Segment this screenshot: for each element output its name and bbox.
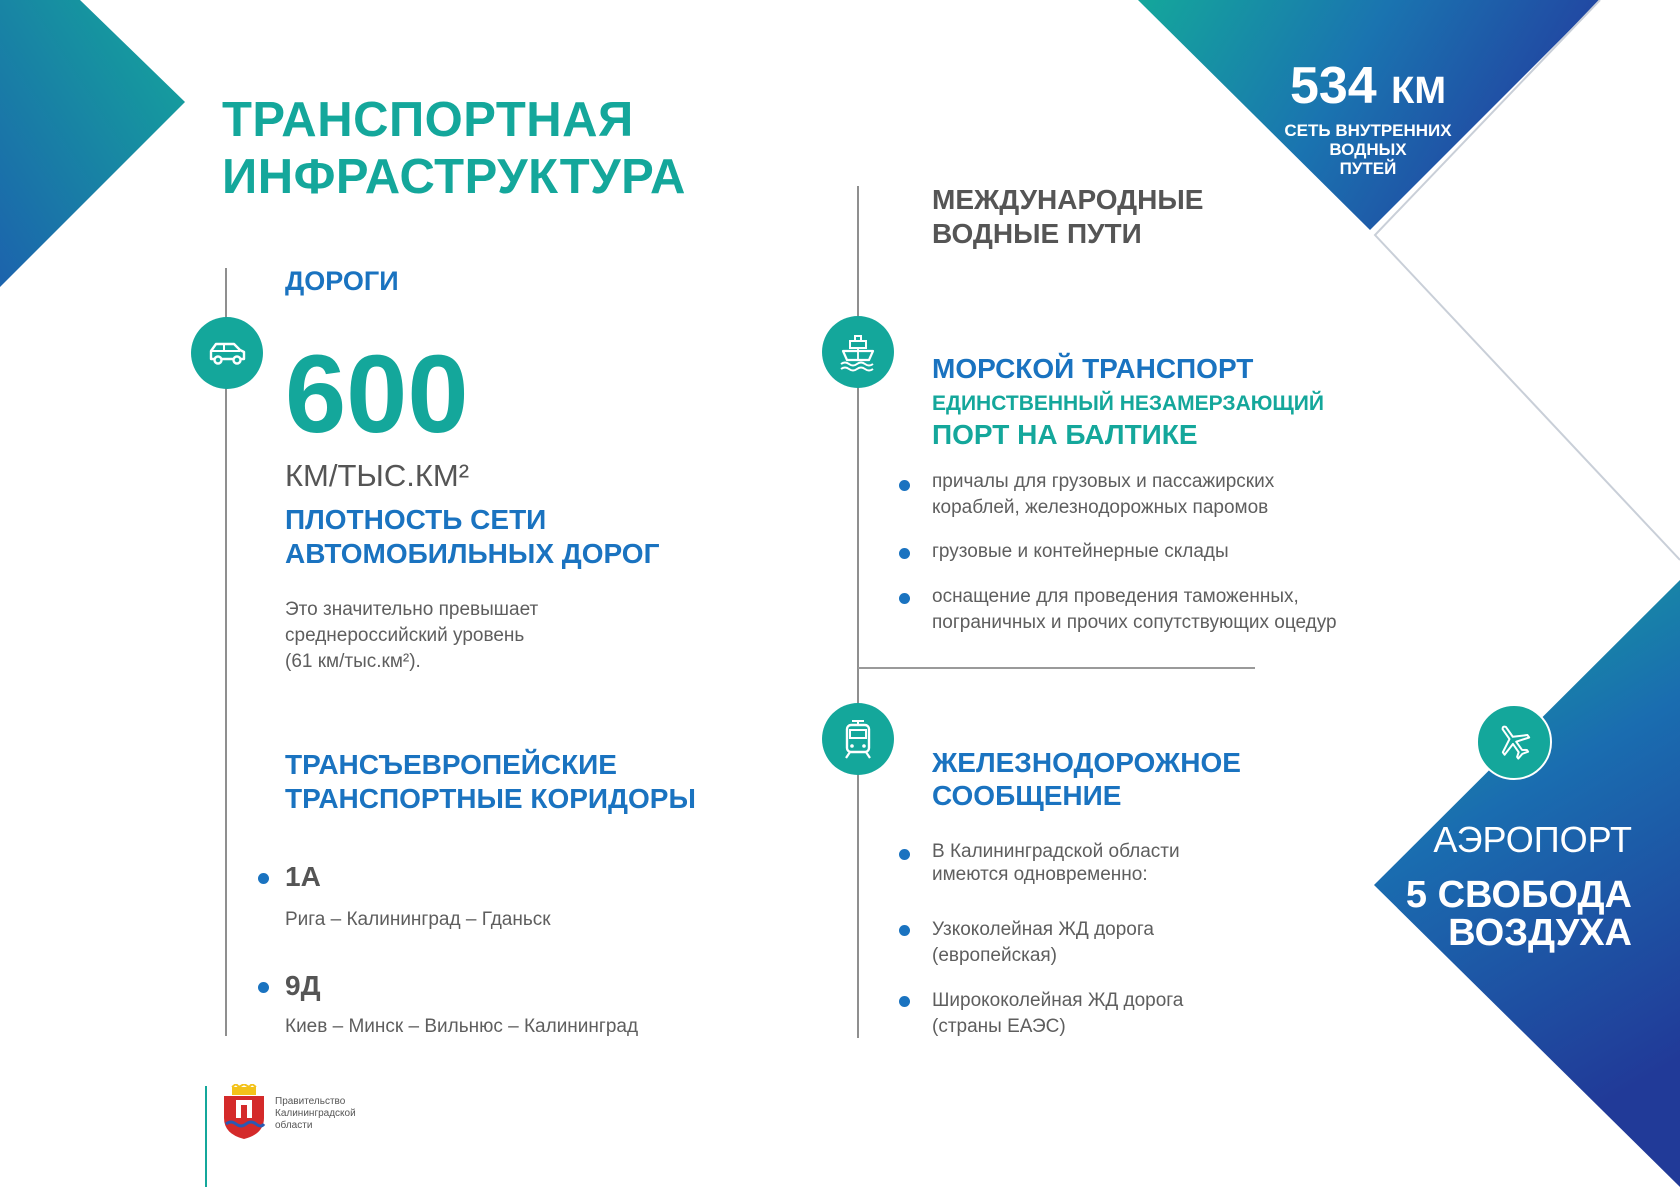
sea-heading: МОРСКОЙ ТРАНСПОРТ xyxy=(932,353,1254,384)
airport-freedom-2: ВОЗДУХА xyxy=(1448,912,1632,954)
road-density-label xyxy=(285,503,659,571)
airport-freedom-1: 5 СВОБОДА xyxy=(1405,874,1632,916)
inland-waterways-label-3: ПУТЕЙ xyxy=(1339,159,1397,178)
airplane-icon xyxy=(1491,719,1537,765)
rail-bullet-3 xyxy=(932,988,1183,1040)
sea-bullet-3-line2: пограничных и прочих сопутствующих оцедур xyxy=(932,612,1337,633)
rail-bullet-2-line2: (европейская) xyxy=(932,945,1058,966)
inland-waterways-value: 534 xyxy=(1289,57,1377,115)
rail-bullet-3-dot xyxy=(899,996,910,1007)
sea-bullet-1-line2: кораблей, железнодорожных паромов xyxy=(932,497,1269,518)
corridors-heading xyxy=(285,748,696,816)
sea-bullet-3-line1: оснащение для проведения таможенных, xyxy=(932,586,1299,607)
road-note-line1: Это значительно превышает xyxy=(285,599,539,620)
sea-bullet-3 xyxy=(932,584,1337,636)
ship-icon xyxy=(835,329,881,375)
roads-icon-badge xyxy=(191,317,263,389)
corridor-2-route: Киев – Минск – Вильнюс – Калининград xyxy=(285,1016,639,1037)
page-title xyxy=(222,92,686,206)
sea-icon-badge xyxy=(822,316,894,388)
roads-heading: ДОРОГИ xyxy=(285,266,399,296)
footer-org-line2: Калининградской xyxy=(275,1108,356,1119)
train-icon xyxy=(835,716,881,762)
inland-waterways-unit: КМ xyxy=(1391,70,1447,112)
section-divider xyxy=(858,667,1255,669)
footer-org-line3: области xyxy=(275,1120,313,1131)
sea-bullet-1-line1: причалы для грузовых и пассажирских xyxy=(932,471,1275,492)
airport-freedom xyxy=(1406,876,1632,952)
rail-bullet-3-line1: Ширококолейная ЖД дорога xyxy=(932,990,1184,1011)
sea-bullet-2 xyxy=(932,539,1229,565)
corridors-heading-1: ТРАНСЪЕВРОПЕЙСКИЕ xyxy=(285,749,617,780)
rail-bullet-1-line1: В Калининградской области xyxy=(932,841,1180,862)
sea-bullet-1-dot xyxy=(899,480,910,491)
footer-org-line1: Правительство xyxy=(275,1096,346,1107)
intl-waterways-line2: ВОДНЫЕ ПУТИ xyxy=(932,218,1142,249)
sea-sub-2: ПОРТ НА БАЛТИКЕ xyxy=(932,419,1198,450)
page-title-line2: ИНФРАСТРУКТУРА xyxy=(222,150,686,204)
rail-bullet-1-dot xyxy=(899,849,910,860)
corridor-1-bullet xyxy=(258,873,269,884)
road-density-unit: КМ/ТЫС.КМ² xyxy=(285,458,470,493)
road-note-line3: (61 км/тыс.км²). xyxy=(285,651,421,672)
inland-waterways-label-1: СЕТЬ ВНУТРЕННИХ xyxy=(1284,121,1452,140)
top-left-triangle xyxy=(0,0,185,287)
sea-bullet-2-line1: грузовые и контейнерные склады xyxy=(932,541,1229,562)
airport-icon-badge xyxy=(1476,704,1552,780)
corridor-2-code: 9Д xyxy=(285,970,321,1001)
sea-bullet-1 xyxy=(932,469,1274,521)
rail-heading-1: ЖЕЛЕЗНОДОРОЖНОЕ xyxy=(932,747,1241,778)
rail-bullet-2-line1: Узкоколейная ЖД дорога xyxy=(932,919,1154,940)
road-density-label-2: АВТОМОБИЛЬНЫХ ДОРОГ xyxy=(285,538,660,569)
page-title-line1: ТРАНСПОРТНАЯ xyxy=(222,93,634,147)
coat-of-arms-icon xyxy=(222,1084,266,1140)
sea-bullet-2-dot xyxy=(899,548,910,559)
road-density-value: 600 xyxy=(285,333,469,456)
road-density-note xyxy=(285,597,538,675)
rail-heading-2: СООБЩЕНИЕ xyxy=(932,780,1122,811)
car-icon xyxy=(204,330,250,376)
footer-line xyxy=(205,1086,207,1187)
rail-bullet-3-line2: (страны ЕАЭС) xyxy=(932,1016,1066,1037)
corridor-1-route: Рига – Калининград – Гданьск xyxy=(285,909,551,930)
road-note-line2: среднероссийский уровень xyxy=(285,625,525,646)
corridor-1-code: 1А xyxy=(285,861,321,892)
right-timeline xyxy=(857,186,859,1038)
rail-bullet-1-line2: имеются одновременно: xyxy=(932,864,1148,885)
corridor-2-bullet xyxy=(258,982,269,993)
rail-icon-badge xyxy=(822,703,894,775)
inland-waterways-label-2: ВОДНЫХ xyxy=(1329,140,1407,159)
rail-heading xyxy=(932,746,1241,812)
corridors-heading-2: ТРАНСПОРТНЫЕ КОРИДОРЫ xyxy=(285,783,696,814)
airport-label: АЭРОПОРТ xyxy=(1433,819,1632,860)
footer-org xyxy=(275,1096,356,1132)
rail-bullet-1 xyxy=(932,840,1180,886)
sea-sub-1: ЕДИНСТВЕННЫЙ НЕЗАМЕРЗАЮЩИЙ xyxy=(932,392,1324,415)
inland-waterways-stat xyxy=(1240,56,1496,178)
road-density-label-1: ПЛОТНОСТЬ СЕТИ xyxy=(285,504,547,535)
sea-bullet-3-dot xyxy=(899,593,910,604)
international-waterways-heading xyxy=(932,183,1203,251)
rail-bullet-2-dot xyxy=(899,925,910,936)
intl-waterways-line1: МЕЖДУНАРОДНЫЕ xyxy=(932,184,1204,215)
rail-bullet-2 xyxy=(932,917,1154,969)
